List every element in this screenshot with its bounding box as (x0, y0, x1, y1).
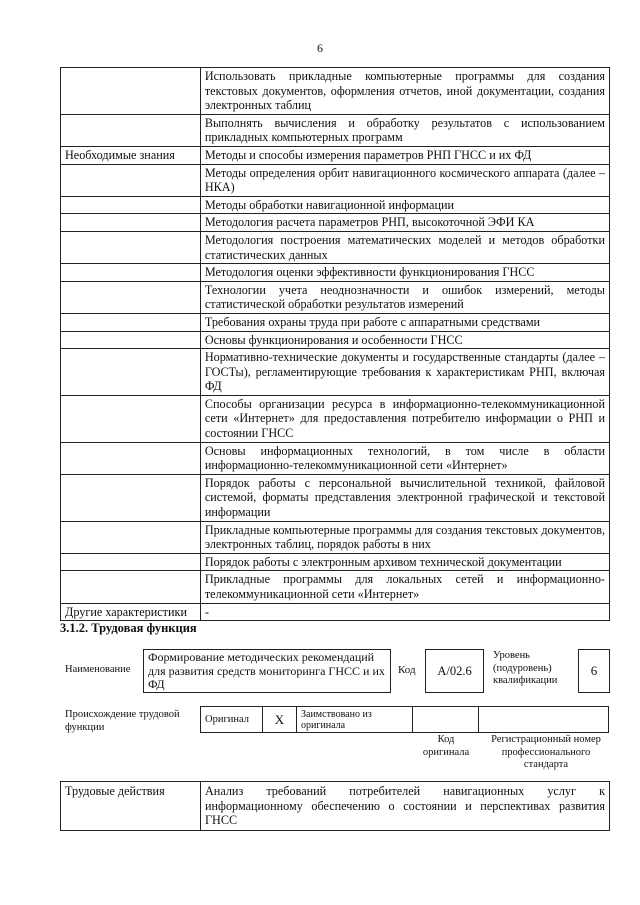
reg-number-label: Регистрационный номер профессионального стандарта (491, 734, 601, 770)
actions-label: Трудовые действия (61, 782, 201, 831)
code-box (425, 649, 484, 693)
row-label (61, 196, 201, 214)
row-label (61, 571, 201, 603)
table-row (61, 146, 610, 164)
row-text: - (200, 603, 609, 621)
original-mark: X (263, 707, 297, 733)
row-text: Методология расчета параметров РНП, высокоточной ЭФИ КА (200, 214, 609, 232)
reg-number-cell (479, 707, 609, 733)
row-label (61, 349, 201, 396)
row-text: Порядок работы с электронным архивом технической документации (200, 553, 609, 571)
row-label (61, 214, 201, 232)
table-row (61, 331, 610, 349)
function-name: Формирование методических рекомендаций для развития средств мониторинга ГНСС и их ФД (148, 650, 385, 691)
row-text: Прикладные программы для локальных сетей и информационно-телекоммуникационной сети «Интернет» (200, 571, 609, 603)
original-label: Оригинал (201, 707, 263, 733)
row-label (61, 231, 201, 263)
code-value: А/02.6 (437, 663, 472, 678)
section-title: 3.1.2. Трудовая функция (60, 621, 197, 635)
origin-table (200, 706, 609, 733)
code-label: Код (398, 664, 416, 676)
row-label (61, 521, 201, 553)
row-text: Технологии учета неоднозначности и ошибок измерений, методы статистической обработки результатов измерений (200, 281, 609, 313)
row-text: Основы информационных технологий, в том числе в области информационно-телекоммуникационной сети «Интернет» (200, 442, 609, 474)
row-text: Нормативно-технические документы и государственные стандарты (далее – ГОСТы), регламентирующие требования к характеристикам РНП, включая ФД (200, 349, 609, 396)
borrowed-label: Заимствовано из оригинала (297, 707, 413, 733)
row-label (61, 114, 201, 146)
table-row (61, 214, 610, 232)
row-label (61, 313, 201, 331)
table-row (61, 281, 610, 313)
row-label (61, 395, 201, 442)
row-label (61, 331, 201, 349)
row-label (61, 474, 201, 521)
actions-text: Анализ требований потребителей навигационных услуг к информационному обеспечению о состоянии и перспективах развития ГНСС (201, 782, 610, 831)
row-label: Необходимые знания (61, 146, 201, 164)
table-row (61, 68, 610, 115)
function-name-box (143, 649, 391, 693)
row-label (61, 553, 201, 571)
row-text: Порядок работы с персональной вычислительной техникой, файловой системой, форматы представления электронной графической и текстовой информации (200, 474, 609, 521)
row-label (61, 264, 201, 282)
row-text: Методология построения математических моделей и методов обработки статистических данных (200, 231, 609, 263)
actions-table (60, 781, 610, 831)
row-text: Способы организации ресурса в информационно-телекоммуникационной сети «Интернет» для предоставления потребителю информации о РНП и состоянии ГНСС (200, 395, 609, 442)
origin-label: Происхождение трудовой функции (65, 709, 180, 733)
table-row (61, 164, 610, 196)
code-original-label: Код оригинала (422, 734, 470, 758)
row-label (61, 442, 201, 474)
table-row (61, 264, 610, 282)
table-row (61, 231, 610, 263)
table-row (61, 196, 610, 214)
row-text: Основы функционирования и особенности ГНСС (200, 331, 609, 349)
table-row (61, 442, 610, 474)
row-text: Прикладные компьютерные программы для создания текстовых документов, электронных таблиц, порядок работы в них (200, 521, 609, 553)
row-text: Методы обработки навигационной информации (200, 196, 609, 214)
table-row (61, 521, 610, 553)
name-label: Наименование (65, 664, 131, 675)
table-row (61, 553, 610, 571)
row-label (61, 164, 201, 196)
row-text: Методы и способы измерения параметров РНП ГНСС и их ФД (200, 146, 609, 164)
row-label: Другие характеристики (61, 603, 201, 621)
requirements-table (60, 67, 610, 621)
row-label (61, 68, 201, 115)
table-row (61, 313, 610, 331)
level-box (578, 649, 610, 693)
table-row (61, 114, 610, 146)
row-label (61, 281, 201, 313)
table-row (61, 395, 610, 442)
row-text: Требования охраны труда при работе с аппаратными средствами (200, 313, 609, 331)
level-label: Уровень (подуровень) квалификации (493, 650, 558, 686)
level-value: 6 (590, 662, 598, 678)
page-number: 6 (317, 41, 323, 55)
table-row (61, 349, 610, 396)
row-text: Методология оценки эффективности функционирования ГНСС (200, 264, 609, 282)
table-row (61, 571, 610, 603)
row-text: Методы определения орбит навигационного космического аппарата (далее – НКА) (200, 164, 609, 196)
row-text: Использовать прикладные компьютерные программы для создания текстовых документов, оформления отчетов, иной документации, создания электронных таблиц (200, 68, 609, 115)
code-original-cell (413, 707, 479, 733)
table-row (61, 474, 610, 521)
table-row (61, 603, 610, 621)
row-text: Выполнять вычисления и обработку результатов с использованием прикладных компьютерных программ (200, 114, 609, 146)
